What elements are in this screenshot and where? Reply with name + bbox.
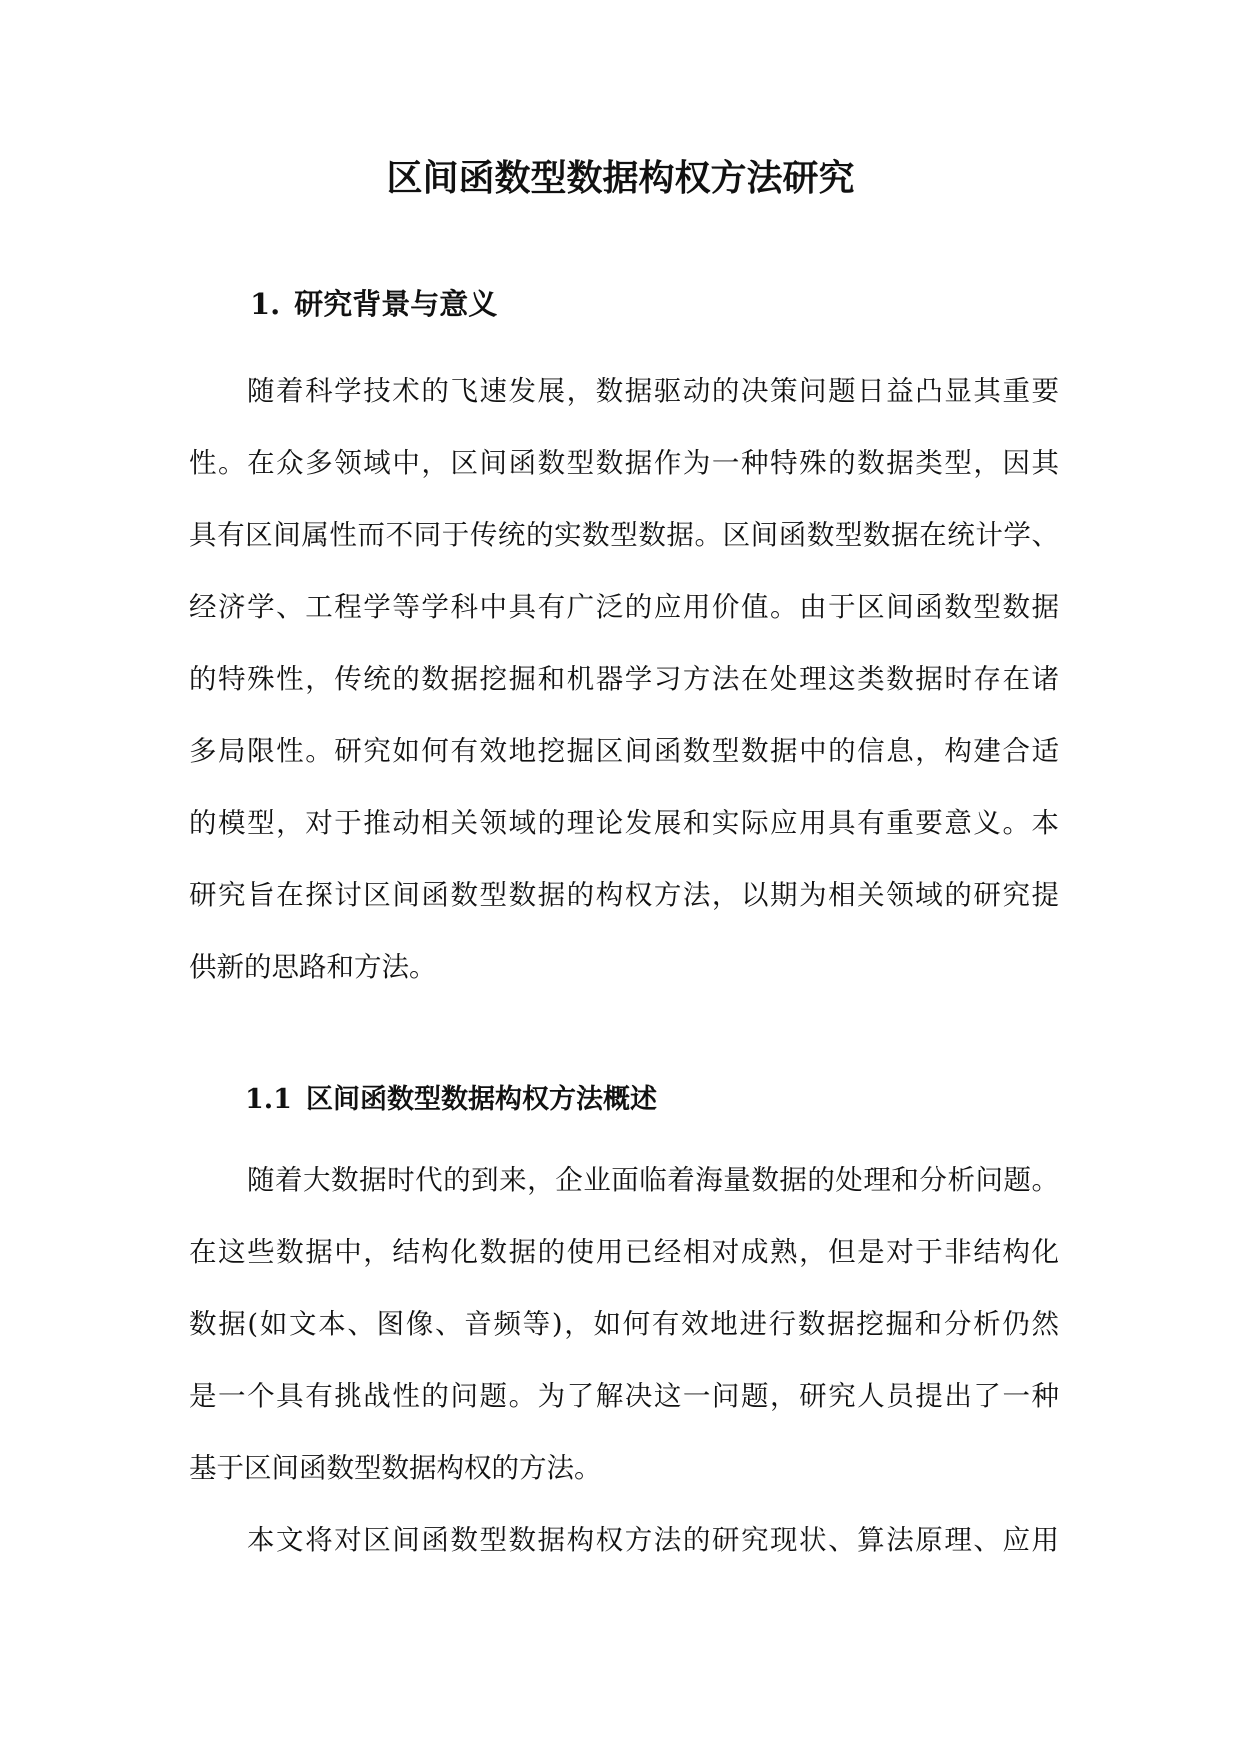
paragraph-line: 是一个具有挑战性的问题。为了解决这一问题，研究人员提出了一种 xyxy=(189,1380,1059,1412)
paragraph-line: 基于区间函数型数据构权的方法。 xyxy=(189,1452,602,1484)
section-title: 区间函数型数据构权方法概述 xyxy=(305,1084,657,1115)
paragraph-line: 多局限性。研究如何有效地挖掘区间函数型数据中的信息，构建合适 xyxy=(189,735,1059,767)
paragraph-outline xyxy=(189,1504,1059,1576)
paragraph-line: 在这些数据中，结构化数据的使用已经相对成熟，但是对于非结构化 xyxy=(189,1236,1059,1268)
section-heading-1 xyxy=(250,280,497,328)
document-title: 区间函数型数据构权方法研究 xyxy=(386,157,855,199)
paragraph-line: 随着科学技术的飞速发展，数据驱动的决策问题日益凸显其重要 xyxy=(247,375,1059,407)
paragraph-line: 供新的思路和方法。 xyxy=(189,951,437,983)
paragraph-line: 随着大数据时代的到来，企业面临着海量数据的处理和分析问题。 xyxy=(247,1164,1059,1196)
section-number: 1.1 xyxy=(245,1084,292,1115)
paragraph-line: 数据(如文本、图像、音频等)，如何有效地进行数据挖掘和分析仍然 xyxy=(189,1308,1059,1340)
paragraph-line: 本文将对区间函数型数据构权方法的研究现状、算法原理、应用 xyxy=(247,1524,1059,1556)
paragraph-line: 研究旨在探讨区间函数型数据的构权方法，以期为相关领域的研究提 xyxy=(189,879,1059,911)
paragraph-line: 经济学、工程学等学科中具有广泛的应用价值。由于区间函数型数据 xyxy=(189,591,1059,623)
paragraph-line: 具有区间属性而不同于传统的实数型数据。区间函数型数据在统计学、 xyxy=(189,519,1059,551)
paragraph-overview xyxy=(189,1144,1059,1504)
paragraph-background xyxy=(189,355,1059,1003)
section-number: 1. xyxy=(250,287,281,321)
paragraph-line: 性。在众多领域中，区间函数型数据作为一种特殊的数据类型，因其 xyxy=(189,447,1059,479)
section-title: 研究背景与意义 xyxy=(294,287,498,321)
paragraph-line: 的特殊性，传统的数据挖掘和机器学习方法在处理这类数据时存在诸 xyxy=(189,663,1059,695)
paragraph-line: 的模型，对于推动相关领域的理论发展和实际应用具有重要意义。本 xyxy=(189,807,1059,839)
section-heading-1-1 xyxy=(245,1076,657,1124)
